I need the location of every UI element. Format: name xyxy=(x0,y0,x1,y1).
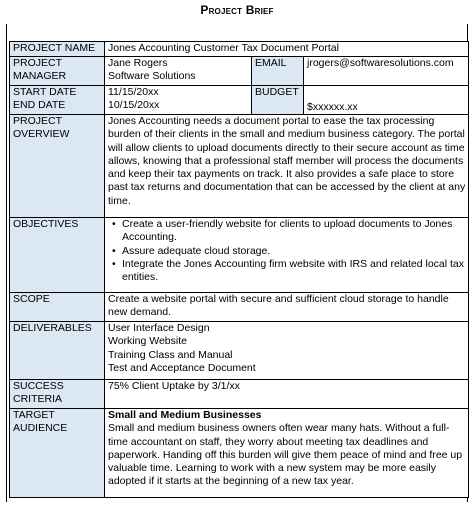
label-budget: BUDGET xyxy=(252,86,304,115)
document-title: Project Brief xyxy=(200,3,274,17)
label-objectives: OBJECTIVES xyxy=(10,218,105,293)
deliverable-item: User Interface Design xyxy=(108,322,210,334)
row-project-overview xyxy=(10,115,469,218)
value-start-date: 11/15/20xx xyxy=(108,86,159,98)
manager-name: Jane Rogers xyxy=(108,57,168,69)
label-end-date: END DATE xyxy=(13,99,66,112)
audience-heading: Small and Medium Businesses xyxy=(108,409,262,421)
objective-item: • Create a user-friendly website for clients to upload documents to Jones Accounting. xyxy=(122,218,468,245)
label-dates xyxy=(10,86,105,115)
label-project-overview: PROJECT OVERVIEW xyxy=(10,115,105,218)
row-deliverables xyxy=(10,322,469,380)
objective-item: • Integrate the Jones Accounting firm website with IRS and related local tax entities. xyxy=(122,258,468,285)
objective-item: • Assure adequate cloud storage. xyxy=(122,245,468,258)
objectives-list xyxy=(108,218,468,284)
row-project-name xyxy=(10,42,469,57)
deliverable-item: Training Class and Manual xyxy=(108,348,233,361)
row-project-manager xyxy=(10,57,469,86)
value-scope: Create a website portal with secure and sufficient cloud storage to handle new demand. xyxy=(105,293,469,322)
value-target-audience xyxy=(105,409,469,498)
label-target-audience: TARGET AUDIENCE xyxy=(10,409,105,498)
deliverable-item: Test and Acceptance Document xyxy=(108,361,256,374)
deliverable-item: Working Website xyxy=(108,335,187,348)
row-target-audience xyxy=(10,409,469,498)
audience-text: Small and medium business owners often wear many hats. Without a full-time accountant on staff, they worry about meeting tax deadlines and paperwork. Handing off this burden will give them peace of mind and free up valuable time. Learning to work with a new system may be more easily adopted if it starts at the beginning of a new tax year. xyxy=(108,422,463,488)
row-objectives xyxy=(10,218,469,293)
manager-company: Software Solutions xyxy=(108,70,196,83)
value-project-manager xyxy=(105,57,252,86)
value-objectives xyxy=(105,218,469,293)
label-start-date: START DATE xyxy=(13,86,77,98)
row-scope xyxy=(10,293,469,322)
label-project-name: PROJECT NAME xyxy=(10,42,105,57)
value-success-criteria: 75% Client Uptake by 3/1/xx xyxy=(105,380,469,409)
value-end-date: 10/15/20xx xyxy=(108,99,160,112)
row-success-criteria xyxy=(10,380,469,409)
value-budget: $xxxxxx.xx xyxy=(304,86,469,115)
value-project-name: Jones Accounting Customer Tax Document Portal xyxy=(105,42,469,57)
row-dates-budget xyxy=(10,86,469,115)
label-scope: SCOPE xyxy=(10,293,105,322)
label-email: EMAIL xyxy=(252,57,304,86)
value-email: jrogers@softwaresolutions.com xyxy=(304,57,469,86)
project-brief-table xyxy=(9,41,469,498)
value-dates xyxy=(105,86,252,115)
label-deliverables: DELIVERABLES xyxy=(10,322,105,380)
value-deliverables xyxy=(105,322,469,380)
value-project-overview: Jones Accounting needs a document portal to ease the tax processing burden of their clients in the small and medium business category. The portal will allow clients to upload documents directly to their secure account as time allows, knowing that a professional staff member will process the documents and keep their tax payments on track. It also provides a safe place to store past tax returns and documentation that can be accessed by the client at any time. xyxy=(105,115,469,218)
label-project-manager: PROJECT MANAGER xyxy=(10,57,105,86)
label-success-criteria: SUCCESS CRITERIA xyxy=(10,380,105,409)
